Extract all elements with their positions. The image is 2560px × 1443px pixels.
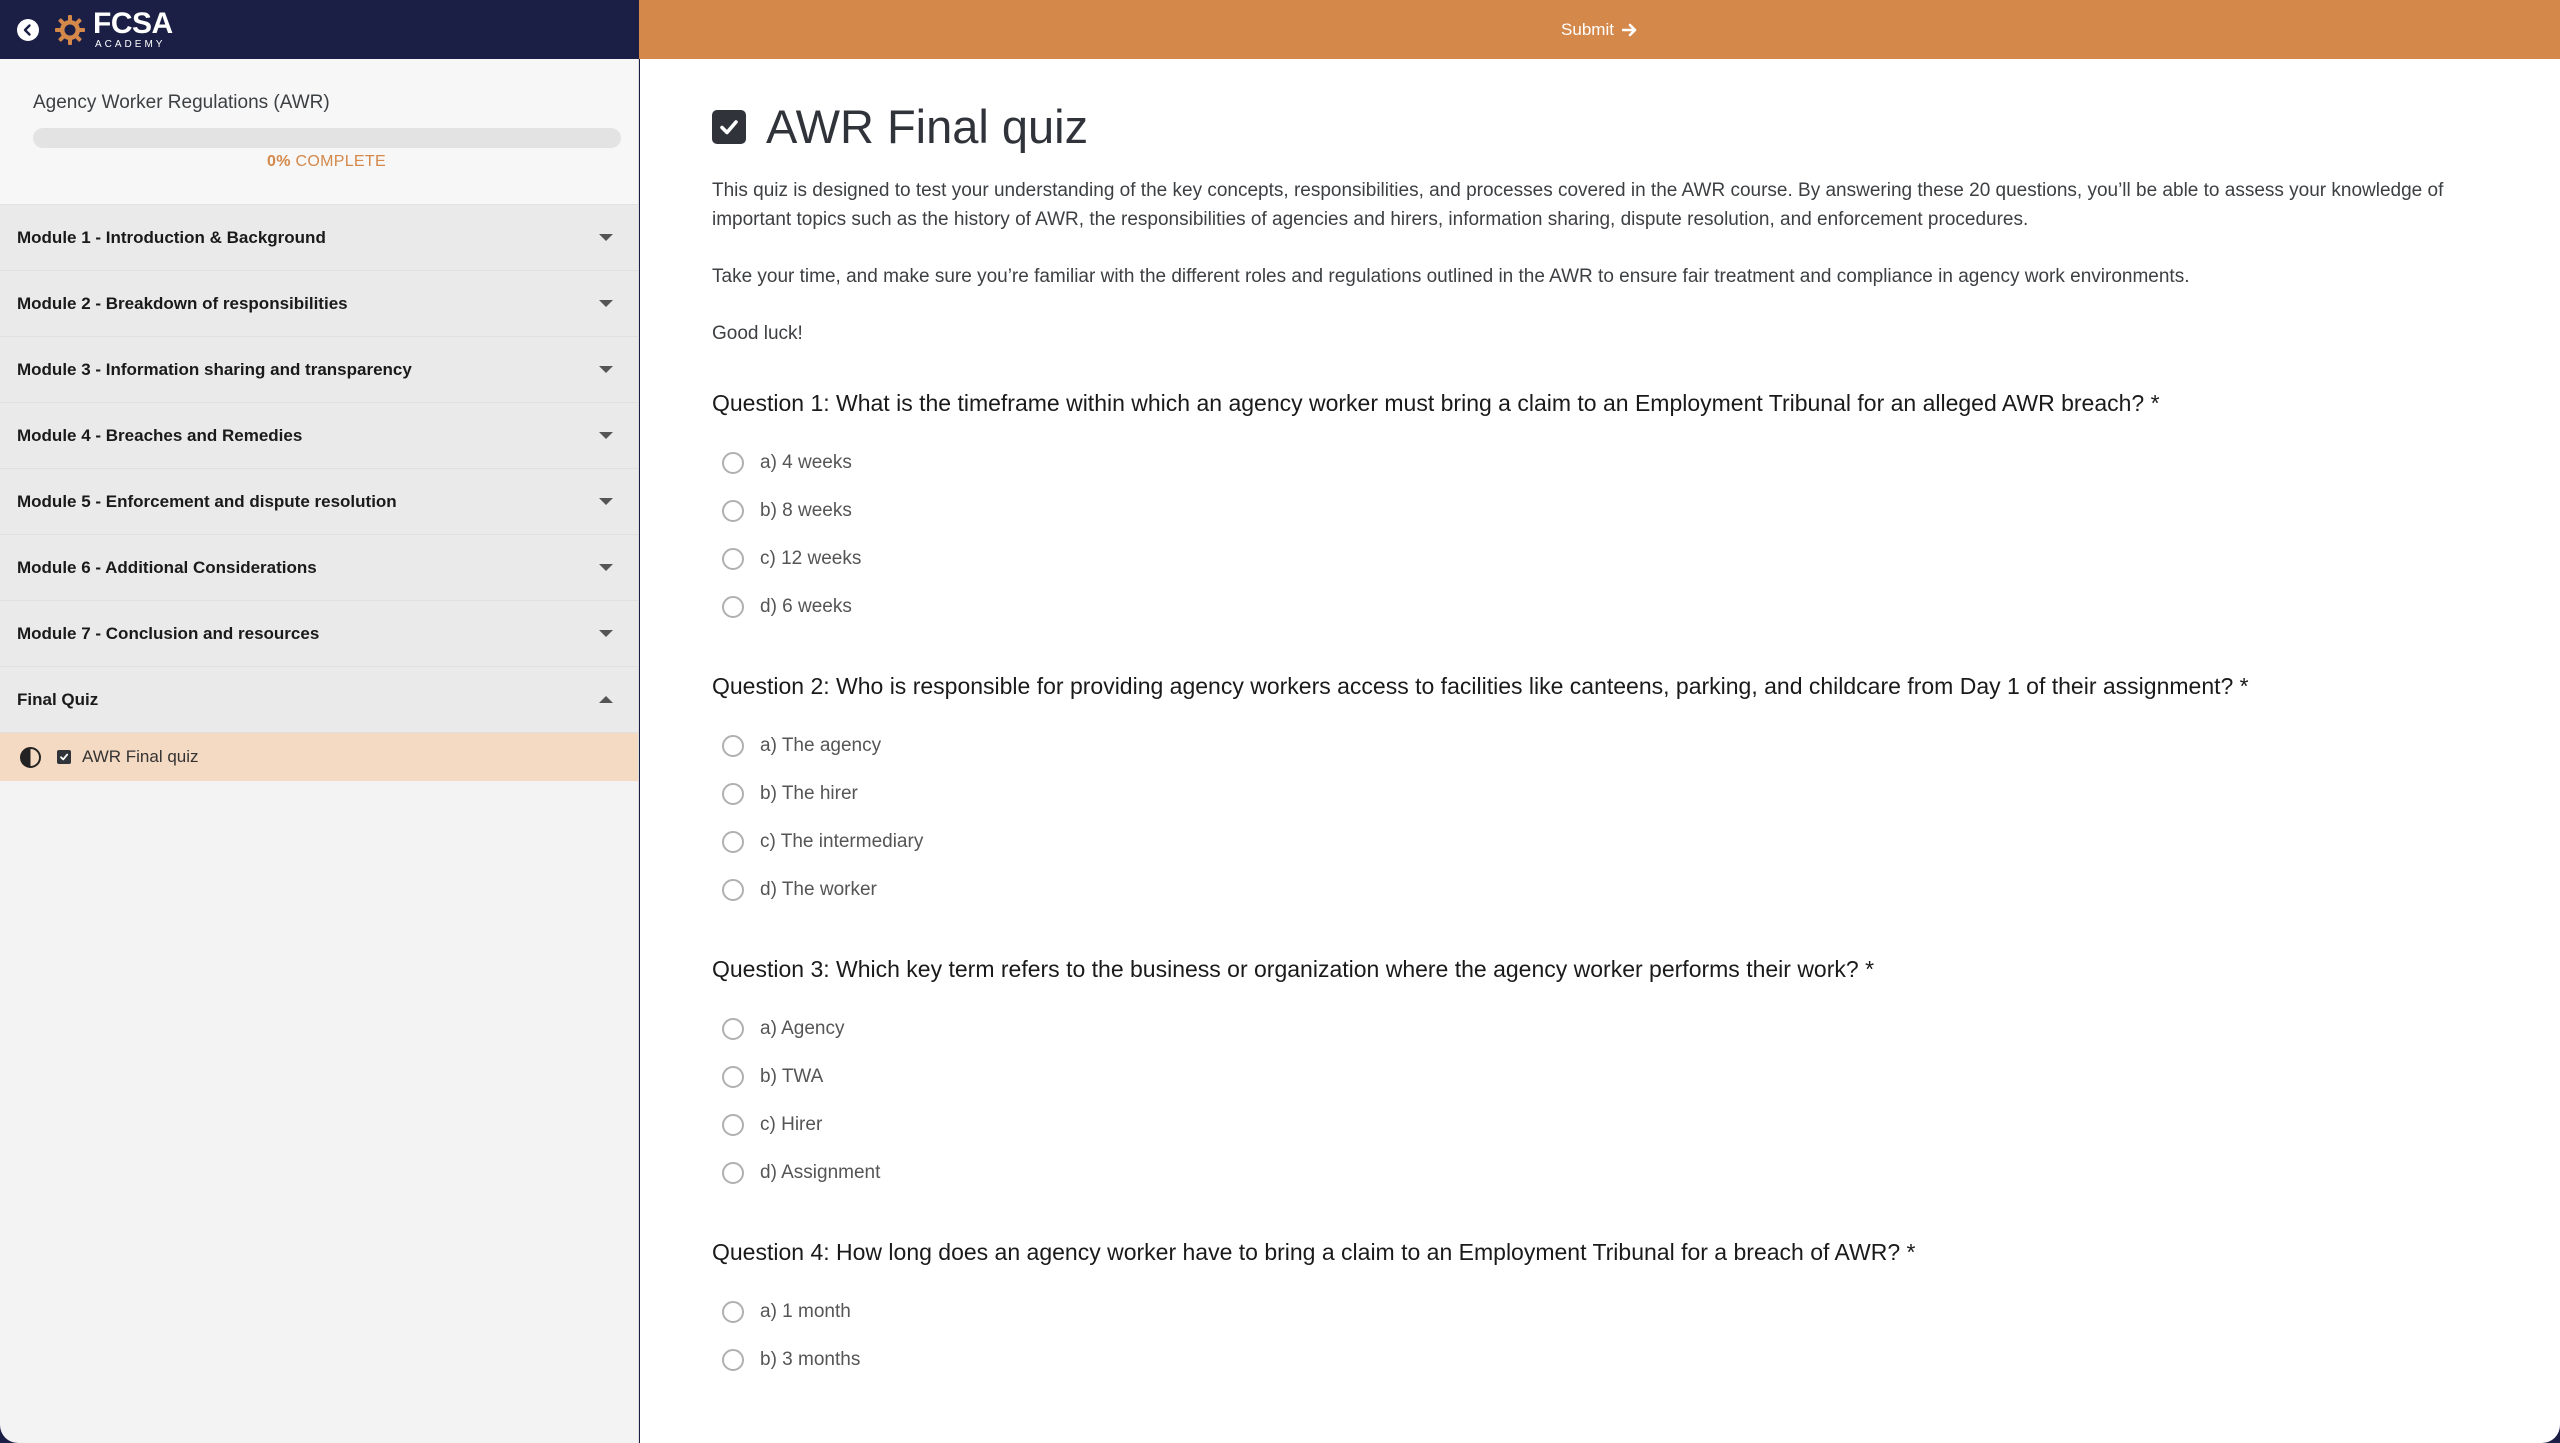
module-label: Module 3 - Information sharing and transparency [17,359,412,379]
title-row [712,99,2490,154]
option-label: a) 4 weeks [760,452,852,473]
progress-suffix: COMPLETE [295,153,386,170]
fcsa-academy-logo[interactable] [53,9,173,50]
module-7-toggle[interactable] [0,601,638,667]
option-label: c) 12 weeks [760,548,862,569]
radio-button[interactable] [722,1301,744,1323]
option-label: b) TWA [760,1066,824,1087]
question-3 [712,956,2490,1197]
intro-paragraph: This quiz is designed to test your understanding of the key concepts, responsibilities, and processes covered in the AWR course. By answering these 20 questions, you’ll be able to assess your knowledge of important topics such as the history of AWR, the responsibilities of agencies and hirers, information sharing, dispute resolution, and enforcement procedures. [712,180,2444,230]
radio-button[interactable] [722,735,744,757]
answer-option[interactable] [712,770,2490,818]
page-title: AWR Final quiz [766,100,1089,153]
answer-option[interactable] [712,1053,2490,1101]
question-text: Question 4: How long does an agency worker have to bring a claim to an Employment Tribunal for a breach of AWR? * [712,1239,1916,1265]
question-1 [712,390,2490,631]
option-label: a) Agency [760,1018,845,1039]
course-progress-box [0,59,638,205]
radio-button[interactable] [722,879,744,901]
answer-option[interactable] [712,1336,2490,1384]
module-2-toggle[interactable] [0,271,638,337]
module-label: Module 4 - Breaches and Remedies [17,425,303,445]
caret-down-icon [599,564,613,571]
course-title: Agency Worker Regulations (AWR) [33,92,330,113]
question-text: Question 3: Which key term refers to the business or organization where the agency worker performs their work? * [712,956,1875,982]
answer-options [712,439,2490,631]
intro-paragraph: Good luck! [712,323,803,344]
answer-option[interactable] [712,1101,2490,1149]
arrow-right-icon [1622,23,1638,37]
answer-option[interactable] [712,535,2490,583]
radio-button[interactable] [722,500,744,522]
question-2 [712,673,2490,914]
radio-button[interactable] [722,452,744,474]
final-quiz-toggle[interactable] [0,667,638,733]
option-label: c) Hirer [760,1114,823,1135]
logo-wordmark: FCSA [93,7,173,40]
radio-button[interactable] [722,1018,744,1040]
submit-bar [639,0,2560,59]
option-label: b) 3 months [760,1349,861,1370]
caret-down-icon [599,366,613,373]
submit-label: Submit [1561,19,1614,39]
module-label: Module 7 - Conclusion and resources [17,623,320,643]
module-5-toggle[interactable] [0,469,638,535]
submit-button[interactable] [1561,20,1638,40]
back-arrow-icon[interactable] [17,19,39,41]
answer-option[interactable] [712,1149,2490,1197]
caret-down-icon [599,498,613,505]
half-circle-icon [20,747,41,768]
logo-gear-icon [53,13,87,47]
module-3-toggle[interactable] [0,337,638,403]
question-text: Question 2: Who is responsible for providing agency workers access to facilities like canteens, parking, and childcare from Day 1 of their assignment? * [712,673,2249,699]
radio-button[interactable] [722,1066,744,1088]
module-label: Module 6 - Additional Considerations [17,557,317,577]
option-label: a) The agency [760,735,882,756]
module-4-toggle[interactable] [0,403,638,469]
module-6-toggle[interactable] [0,535,638,601]
course-sidebar [0,59,639,1443]
lesson-awr-final-quiz[interactable] [0,733,638,781]
caret-down-icon [599,432,613,439]
logo-subtitle: ACADEMY [95,39,166,50]
answer-option[interactable] [712,439,2490,487]
module-label: Module 2 - Breakdown of responsibilities [17,293,348,313]
answer-option[interactable] [712,722,2490,770]
answer-options [712,1005,2490,1197]
option-label: a) 1 month [760,1301,851,1322]
answer-option[interactable] [712,487,2490,535]
module-label: Module 5 - Enforcement and dispute resolution [17,491,397,511]
caret-down-icon [599,234,613,241]
quiz-intro [712,176,2490,348]
brand-bar [0,0,639,59]
module-1-toggle[interactable] [0,205,638,271]
radio-button[interactable] [722,548,744,570]
radio-button[interactable] [722,1162,744,1184]
answer-options [712,1288,2490,1384]
module-label: Module 1 - Introduction & Background [17,227,326,247]
radio-button[interactable] [722,831,744,853]
caret-down-icon [599,630,613,637]
answer-option[interactable] [712,866,2490,914]
progress-bar [33,128,621,148]
intro-paragraph: Take your time, and make sure you’re familiar with the different roles and regulations outlined in the AWR to ensure fair treatment and compliance in agency work environments. [712,266,2190,287]
radio-button[interactable] [722,1349,744,1371]
option-label: b) 8 weeks [760,500,852,521]
answer-option[interactable] [712,1005,2490,1053]
question-text: Question 1: What is the timeframe within which an agency worker must bring a claim to an Employment Tribunal for an alleged AWR breach? * [712,390,2160,416]
answer-option[interactable] [712,583,2490,631]
option-label: c) The intermediary [760,831,924,852]
answer-option[interactable] [712,1288,2490,1336]
quiz-content [640,59,2560,1443]
answer-options [712,722,2490,914]
radio-button[interactable] [722,1114,744,1136]
option-label: d) The worker [760,879,877,900]
progress-value: 0% [267,153,291,170]
checked-square-icon [57,750,71,764]
caret-up-icon [599,696,613,703]
checked-square-icon [712,110,746,144]
radio-button[interactable] [722,783,744,805]
progress-label [33,153,620,171]
option-label: d) 6 weeks [760,596,852,617]
answer-option[interactable] [712,818,2490,866]
option-label: b) The hirer [760,783,858,804]
radio-button[interactable] [722,596,744,618]
module-label: Final Quiz [17,689,99,709]
option-label: d) Assignment [760,1162,881,1183]
question-4 [712,1239,2490,1384]
caret-down-icon [599,300,613,307]
lesson-label: AWR Final quiz [82,747,199,766]
